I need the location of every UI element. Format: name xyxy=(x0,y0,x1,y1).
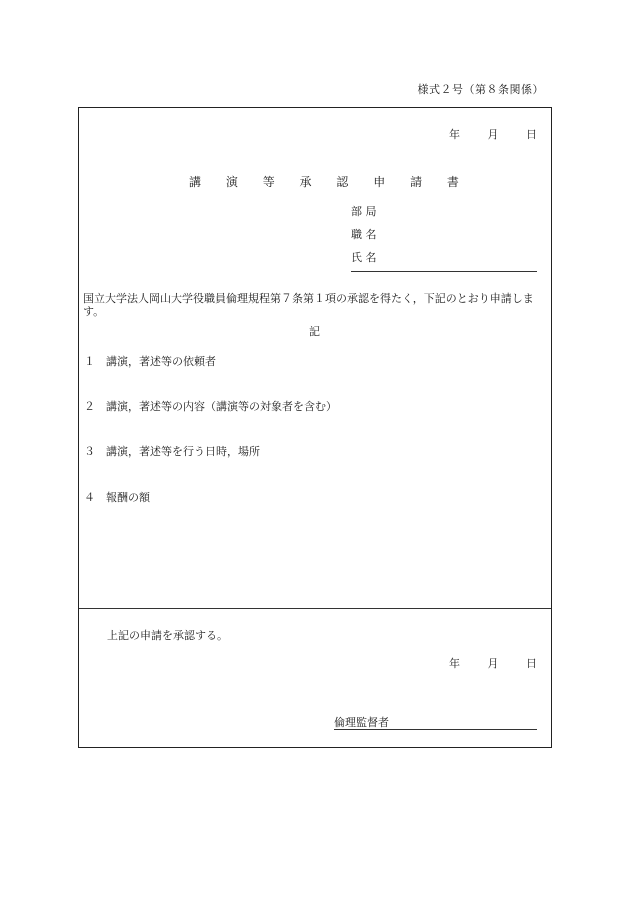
item-datetime-place xyxy=(84,443,260,459)
title-char: 等 xyxy=(262,175,275,189)
approval-date xyxy=(425,655,537,671)
item-number: １ xyxy=(84,355,95,368)
section-divider xyxy=(79,608,551,609)
supervisor-signature-line[interactable] xyxy=(334,714,537,730)
month-label: 月 xyxy=(487,128,499,141)
year-label: 年 xyxy=(449,128,460,141)
title-char: 講 xyxy=(189,175,202,189)
item-content xyxy=(84,398,337,414)
year-label: 年 xyxy=(449,657,460,670)
title-char: 認 xyxy=(336,175,349,189)
form-number: 様式２号（第８条関係） xyxy=(417,83,544,96)
item-text: 講演，著述等の依頼者 xyxy=(106,355,216,368)
dept-label: 部 局 xyxy=(351,205,377,218)
ki-heading: 記 xyxy=(309,325,320,338)
month-label: 月 xyxy=(487,657,499,670)
day-label: 日 xyxy=(526,128,537,141)
item-text: 講演，著述等の内容（講演等の対象者を含む） xyxy=(106,400,337,413)
day-label: 日 xyxy=(526,657,537,670)
name-label: 氏 名 xyxy=(351,251,377,264)
title-char: 請 xyxy=(410,175,423,189)
application-date xyxy=(425,126,537,142)
application-form-frame xyxy=(78,107,552,748)
item-number: ３ xyxy=(84,445,95,458)
title-char: 承 xyxy=(299,175,312,189)
request-text: 国立大学法人岡山大学役職員倫理規程第７条第１項の承認を得たく，下記のとおり申請します。 xyxy=(83,292,534,318)
title-char: 書 xyxy=(446,175,459,189)
supervisor-label: 倫理監督者 xyxy=(334,716,389,729)
approval-text: 上記の申請を承認する。 xyxy=(107,629,228,642)
item-requester xyxy=(84,353,216,369)
item-number: ２ xyxy=(84,400,95,413)
item-remuneration xyxy=(84,489,150,505)
item-text: 講演，著述等を行う日時，場所 xyxy=(106,445,260,458)
title-char: 申 xyxy=(373,175,386,189)
form-title xyxy=(189,173,480,190)
item-text: 報酬の額 xyxy=(106,491,150,504)
name-underline[interactable] xyxy=(351,257,537,272)
title-char: 演 xyxy=(225,175,238,189)
position-label: 職 名 xyxy=(351,228,377,241)
item-number: ４ xyxy=(84,491,95,504)
